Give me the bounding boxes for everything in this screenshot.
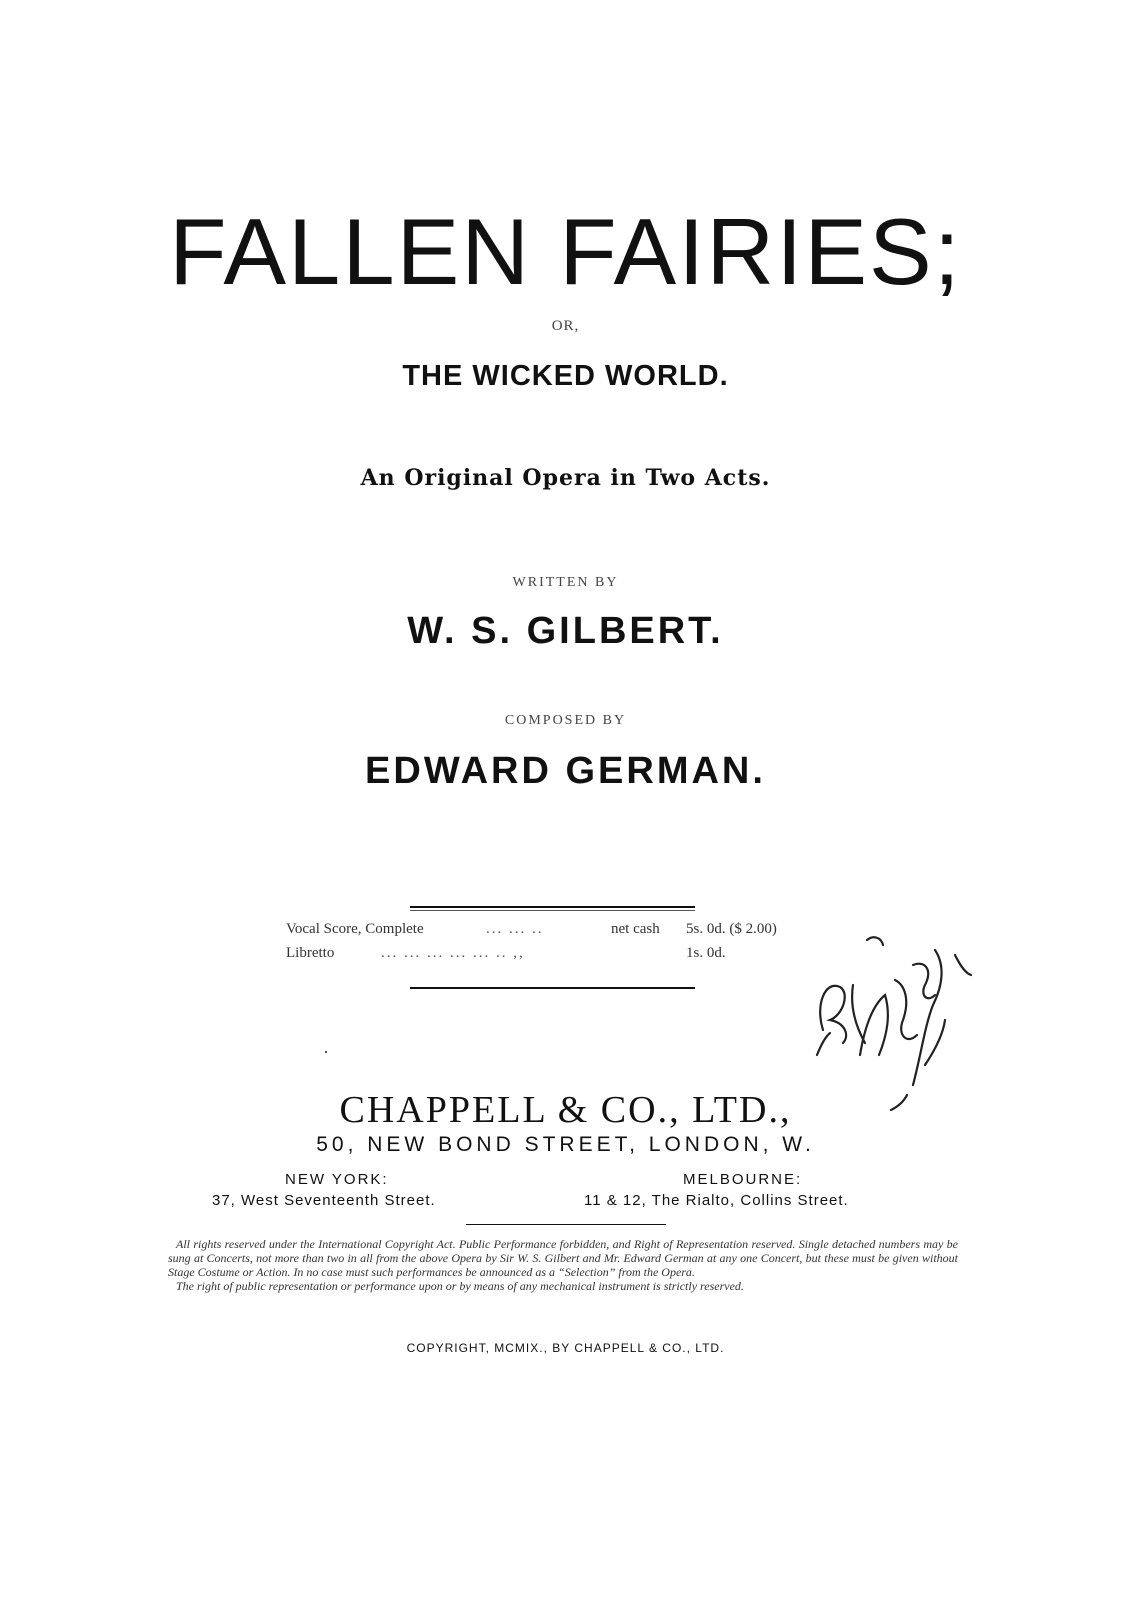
price-rule-top-thin	[410, 910, 695, 911]
opera-title: FALLEN FAIRIES;	[169, 199, 962, 304]
branch-address-new-york: 37, West Seventeenth Street.	[212, 1192, 436, 1209]
publisher-name: CHAPPELL & CO., LTD.,	[339, 1089, 792, 1131]
copyright-line: COPYRIGHT, MCMIX., BY CHAPPELL & CO., LTD.	[406, 1341, 725, 1355]
author-name: W. S. GILBERT.	[407, 610, 724, 652]
price-item: Libretto	[286, 945, 335, 961]
price-rule-bottom	[410, 987, 695, 989]
price-dots: ... ... ... ... ... .. ,,	[381, 945, 525, 961]
written-by-label: WRITTEN BY	[512, 575, 619, 590]
price-value: 1s. 0d.	[686, 945, 726, 961]
title-or: OR,	[551, 318, 580, 334]
branch-address-melbourne: 11 & 12, The Rialto, Collins Street.	[584, 1192, 849, 1209]
price-item: Vocal Score, Complete	[286, 921, 424, 937]
notice-rule	[466, 1224, 666, 1225]
branch-city-melbourne: MELBOURNE:	[683, 1171, 803, 1188]
print-speck	[325, 1051, 327, 1053]
publisher-address: 50, NEW BOND STREET, LONDON, W.	[316, 1133, 815, 1156]
price-row-vocal-score	[286, 921, 846, 938]
price-rule-top	[410, 906, 695, 908]
price-value: 5s. 0d. ($ 2.00)	[686, 921, 777, 937]
price-net: net cash	[611, 921, 660, 937]
price-dots: ... ... ..	[486, 921, 544, 937]
branch-city-new-york: NEW YORK:	[285, 1171, 389, 1188]
composer-name: EDWARD GERMAN.	[365, 750, 766, 792]
mechanical-rights-text: The right of public representation or performance upon or by means of any mechanical instrument is strictly reserved.	[176, 1279, 744, 1293]
price-row-libretto	[286, 945, 846, 962]
composed-by-label: COMPOSED BY	[504, 713, 627, 728]
opera-description: An Original Opera in Two Acts.	[360, 465, 771, 491]
opera-subtitle: THE WICKED WORLD.	[402, 360, 729, 392]
rights-notice-text: All rights reserved under the International Copyright Act. Public Performance forbidden, and Right of Representation reserved. Single detached numbers may be sung at Concerts, not more than two in all from the above Opera by Sir W. S. Gilbert and Mr. Edward German at any one Concert, but these must be given without Stage Costume or Action. In no case must such performances be announced as a “Selection” from the Opera.	[168, 1237, 958, 1279]
rights-notice	[168, 1237, 958, 1293]
